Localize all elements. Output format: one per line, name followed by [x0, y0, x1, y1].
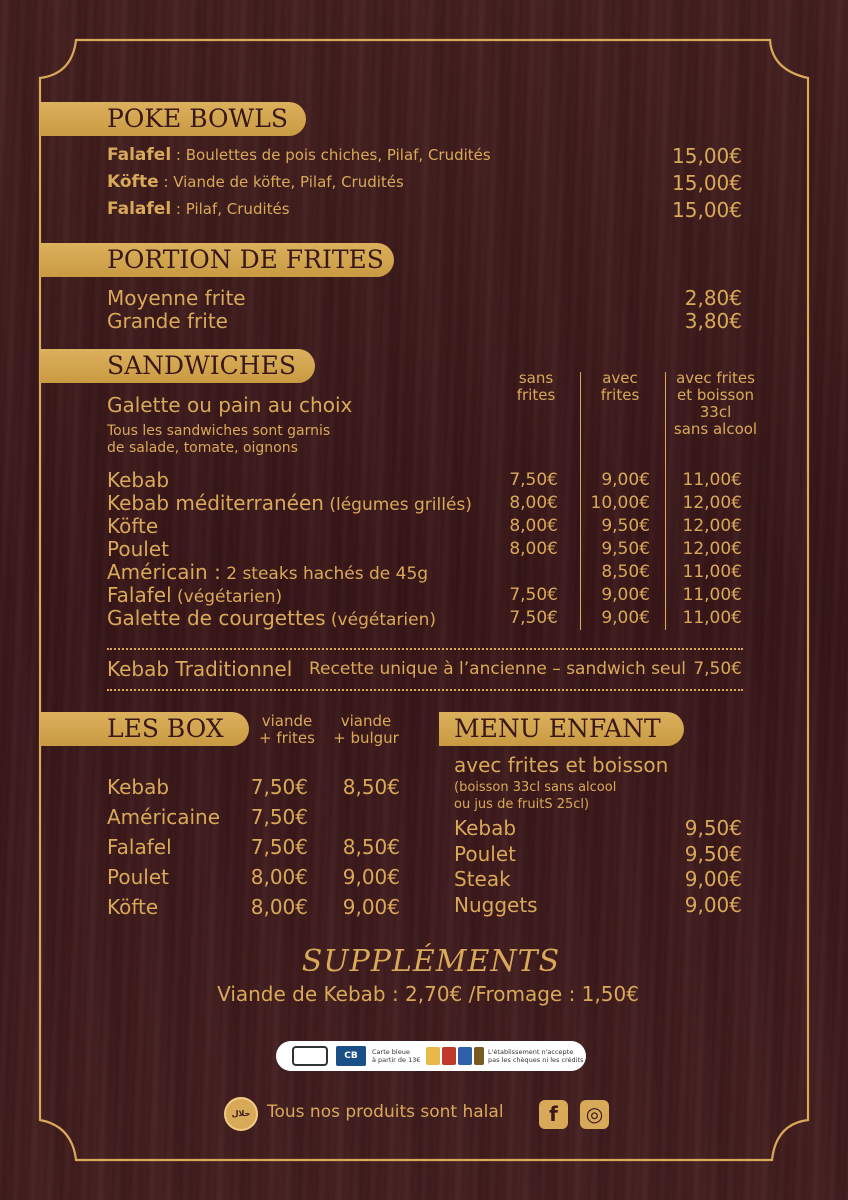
sandwich-item-name	[107, 537, 169, 561]
poke-item-name: Falafel	[107, 145, 172, 165]
col-header-line: + bulgur	[333, 729, 399, 747]
sandwich-price-avec-frites: 8,50€	[601, 562, 650, 582]
sandwich-item-name	[107, 514, 158, 538]
sandwich-item-name	[107, 606, 436, 630]
traditionnel-price: 7,50€	[693, 659, 742, 679]
menu-enfant-banner	[439, 712, 684, 746]
sandwich-name: Galette de courgettes	[107, 606, 326, 630]
col-header-line: frites	[600, 386, 640, 404]
col-header-line: sans	[518, 369, 554, 387]
carte-bleue-line: Carte bleue	[372, 1048, 410, 1056]
frites-item-price: 3,80€	[684, 309, 742, 333]
box-price-bulgur: 8,50€	[342, 835, 400, 859]
poke-item-3	[107, 199, 290, 219]
frites-title: PORTION DE FRITES	[107, 245, 384, 274]
payment-info-pill	[276, 1041, 586, 1071]
sandwich-name: Poulet	[107, 537, 169, 561]
sandwich-item-name	[107, 491, 472, 515]
box-item-name: Köfte	[107, 895, 159, 919]
box-banner	[40, 712, 249, 746]
carte-bleue-line: à partir de 13€	[372, 1056, 421, 1064]
sandwich-item-name	[107, 560, 428, 584]
sandwich-name: Köfte	[107, 514, 159, 538]
sandwich-price-avec-frites: 9,00€	[601, 470, 650, 490]
box-price-bulgur: 9,00€	[342, 865, 400, 889]
col-header-line: viande	[340, 712, 392, 730]
poke-bowls-banner	[40, 102, 306, 136]
box-col-header-frites	[254, 713, 320, 747]
box-item-name: Américaine	[107, 805, 221, 829]
sandwiches-banner	[40, 349, 315, 383]
note-line: Tous les sandwiches sont garnis	[107, 423, 331, 439]
sandwich-name: Américain :	[107, 560, 221, 584]
facebook-icon[interactable]: f	[539, 1100, 568, 1129]
menu-enfant-item-name: Kebab	[454, 816, 517, 840]
poke-item-name: Falafel	[107, 199, 172, 219]
poke-bowls-title: POKE BOWLS	[107, 104, 288, 133]
poke-item-desc: : Boulettes de pois chiches, Pilaf, Crudités	[171, 146, 491, 164]
col-header-line: et boisson	[676, 386, 755, 404]
sandwiches-subtitle: Galette ou pain au choix	[107, 393, 353, 417]
sandwich-extra: (légumes grillés)	[323, 495, 472, 515]
no-cheque-icon	[474, 1047, 484, 1065]
menu-enfant-note	[454, 779, 616, 813]
supplements-line: Viande de Kebab : 2,70€ /Fromage : 1,50€	[217, 982, 639, 1006]
instagram-icon[interactable]: ◎	[580, 1100, 609, 1129]
sandwich-price-sans-frites: 8,00€	[509, 516, 558, 536]
box-title: LES BOX	[107, 714, 224, 743]
frites-item-name: Grande frite	[107, 309, 228, 333]
poke-item-1	[107, 145, 491, 165]
sandwiches-title: SANDWICHES	[107, 351, 296, 380]
box-item-name: Kebab	[107, 775, 170, 799]
menu-enfant-title: MENU ENFANT	[454, 714, 661, 743]
note-line: (boisson 33cl sans alcool	[454, 780, 617, 795]
sandwich-price-sans-frites: 8,00€	[509, 493, 558, 513]
box-col-header-bulgur	[330, 713, 402, 747]
frites-item-price: 2,80€	[684, 286, 742, 310]
poke-item-desc: : Viande de köfte, Pilaf, Crudités	[158, 173, 404, 191]
dotted-divider	[107, 648, 743, 650]
sandwich-name: Kebab méditerranéen	[107, 491, 324, 515]
sandwich-price-menu: 12,00€	[682, 493, 742, 513]
sandwich-price-menu: 11,00€	[682, 562, 742, 582]
column-divider	[580, 372, 581, 630]
col-header-line: frites	[516, 386, 556, 404]
poke-item-2	[107, 172, 404, 192]
box-price-frites: 8,00€	[250, 895, 308, 919]
menu-enfant-item-name: Steak	[454, 867, 511, 891]
sandwich-price-avec-frites: 10,00€	[590, 493, 650, 513]
box-price-bulgur: 8,50€	[342, 775, 400, 799]
note-line: de salade, tomate, oignons	[107, 440, 298, 456]
menu-enfant-subtitle: avec frites et boisson	[454, 753, 669, 777]
sandwich-name: Falafel	[107, 583, 172, 607]
box-item-name: Poulet	[107, 865, 169, 889]
cheques-line: L'établissement n'accepte	[488, 1048, 574, 1056]
sandwich-col-header-sans-frites	[500, 370, 572, 404]
sandwich-price-sans-frites: 7,50€	[509, 470, 558, 490]
cheque-dejeuner-icon	[442, 1047, 456, 1065]
box-price-bulgur: 9,00€	[342, 895, 400, 919]
menu-enfant-item-price: 9,50€	[684, 842, 742, 866]
sandwich-item-name	[107, 468, 169, 492]
col-header-line: 33cl	[699, 403, 732, 421]
col-header-line: avec frites	[676, 369, 755, 387]
col-header-line: sans alcool	[673, 420, 758, 438]
sandwich-col-header-avec-boisson	[668, 370, 763, 438]
menu-enfant-item-price: 9,50€	[684, 816, 742, 840]
menu-enfant-item-price: 9,00€	[684, 867, 742, 891]
no-cash-icon	[292, 1046, 328, 1066]
box-item-name: Falafel	[107, 835, 172, 859]
sandwich-price-avec-frites: 9,00€	[601, 585, 650, 605]
box-price-frites: 7,50€	[250, 805, 308, 829]
traditionnel-desc: Recette unique à l’ancienne – sandwich seul	[309, 659, 686, 679]
supplements-title: SUPPLÉMENTS	[301, 944, 561, 979]
sandwich-price-menu: 11,00€	[682, 470, 742, 490]
note-line: ou jus de fruitS 25cl)	[454, 797, 590, 812]
poke-item-price: 15,00€	[672, 171, 742, 195]
sandwich-price-menu: 11,00€	[682, 608, 742, 628]
sandwich-price-avec-frites: 9,00€	[601, 608, 650, 628]
box-price-frites: 8,00€	[250, 865, 308, 889]
poke-item-price: 15,00€	[672, 144, 742, 168]
dotted-divider	[107, 689, 743, 691]
sandwich-price-menu: 12,00€	[682, 516, 742, 536]
sandwich-extra: (végétarien)	[171, 587, 283, 607]
ticket-restaurant-icon	[426, 1047, 440, 1065]
sandwich-price-sans-frites: 7,50€	[509, 585, 558, 605]
poke-item-desc: : Pilaf, Crudités	[171, 200, 290, 218]
menu-enfant-item-name: Nuggets	[454, 893, 538, 917]
frites-item-name: Moyenne frite	[107, 286, 246, 310]
box-price-frites: 7,50€	[250, 835, 308, 859]
cb-logo: CB	[336, 1046, 366, 1066]
frites-banner	[40, 243, 394, 277]
sandwich-price-sans-frites: 8,00€	[509, 539, 558, 559]
sandwich-extra: 2 steaks hachés de 45g	[220, 564, 429, 584]
column-divider	[665, 372, 666, 630]
sandwich-price-sans-frites: 7,50€	[509, 608, 558, 628]
sandwich-price-menu: 12,00€	[682, 539, 742, 559]
halal-badge-icon: حلال	[224, 1097, 258, 1131]
cheques-line: pas les chèques ni les crédits	[488, 1056, 584, 1064]
col-header-line: + frites	[259, 729, 315, 747]
pass-restaurant-icon	[458, 1047, 472, 1065]
sandwiches-note	[107, 423, 330, 457]
sandwich-price-avec-frites: 9,50€	[601, 516, 650, 536]
traditionnel-name: Kebab Traditionnel	[107, 657, 293, 681]
poke-item-price: 15,00€	[672, 198, 742, 222]
sandwich-extra: (végétarien)	[325, 610, 436, 630]
sandwich-price-avec-frites: 9,50€	[601, 539, 650, 559]
box-price-frites: 7,50€	[250, 775, 308, 799]
sandwich-name: Kebab	[107, 468, 170, 492]
sandwich-item-name	[107, 583, 282, 607]
col-header-line: avec	[602, 369, 638, 387]
poke-item-name: Köfte	[107, 172, 159, 192]
halal-text: Tous nos produits sont halal	[267, 1102, 504, 1122]
menu-enfant-item-name: Poulet	[454, 842, 516, 866]
sandwich-col-header-avec-frites	[584, 370, 656, 404]
col-header-line: viande	[261, 712, 313, 730]
menu-enfant-item-price: 9,00€	[684, 893, 742, 917]
sandwich-price-menu: 11,00€	[682, 585, 742, 605]
